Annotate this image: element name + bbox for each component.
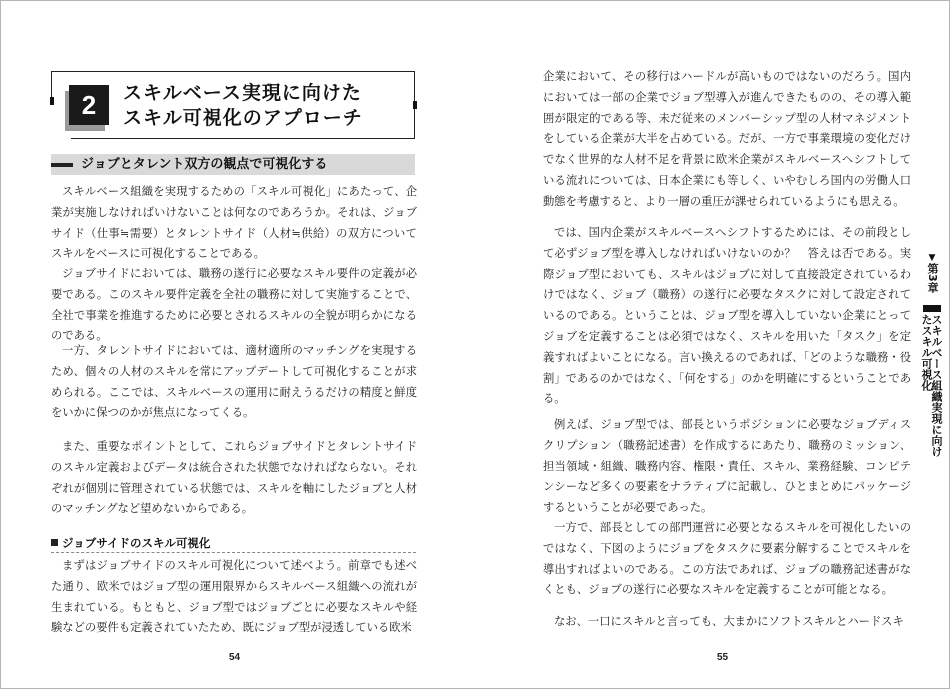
page-number-right: 55 <box>717 652 729 663</box>
body-paragraph: なお、一口にスキルと言っても、大まかにソフトスキルとハードスキ <box>554 615 904 628</box>
right-page <box>476 1 950 690</box>
body-paragraph: 一方、タレントサイドにおいては、適材適所のマッチングを実現するため、個々の人材のスキルを常にアップデートして可視化することが求められる。ここでは、スキルベースの運用に耐えうるだけの精度と鮮度をいかに保つのかが焦点になってくる。 <box>51 344 417 420</box>
body-paragraph: まずはジョブサイドのスキル可視化について述べよう。前章でも述べた通り、欧米ではジョブ型の運用限界からスキルベース組織への流れが生まれている。もともと、ジョブ型ではジョブごとに必要なスキルや経験などの要件も定義されていたため、既にジョブ型が浸透している欧米 <box>51 559 417 635</box>
chapter-tab <box>920 253 943 464</box>
header-frame-bottom <box>71 138 415 139</box>
body-paragraph: また、重要なポイントとして、これらジョブサイドとタレントサイドのスキル定義およびデータは統合された状態でなければならない。それぞれが個別に管理されている状態では、スキルを軸にしたジョブと人材のマッチングなど望めないからである。 <box>51 440 417 516</box>
chapter-label: 第3章 <box>926 263 939 293</box>
minor-heading-rule <box>51 552 416 554</box>
chapter-tab-block <box>923 305 941 312</box>
subheading-marker <box>51 163 73 167</box>
section-number: 2 <box>69 85 109 125</box>
chapter-marker-icon: ▼ <box>928 253 936 263</box>
section-title-line2: スキル可視化のアプローチ <box>123 107 363 129</box>
section-header <box>51 71 415 139</box>
header-corner-mark <box>413 101 417 109</box>
page-number-left: 54 <box>229 652 241 663</box>
minor-heading-text: ジョブサイドのスキル可視化 <box>62 536 211 550</box>
subheading-bar <box>51 154 415 175</box>
chapter-title: スキルベース組織実現に向けたスキル可視化 <box>920 314 943 457</box>
body-paragraph: 例えば、ジョブ型では、部長というポジションに必要なジョブディスクリプション（職務記述書）を作成するにあたり、職務のミッション、担当領域・組織、職務内容、権限・責任、スキル、業務経験、コンピテンシーなど多くの要素をナラティブに記載し、ひとまとめにパッケージするということが必要であった。 <box>543 418 911 515</box>
left-page <box>1 1 476 690</box>
body-paragraph: では、国内企業がスキルベースへシフトするためには、その前段として必ずジョブ型を導入しなければいけないのか？ 答えは否である。実際ジョブ型においても、スキルはジョブに対して直接設定されているわけではなく、ジョブ（職務）の遂行に必要なタスクに対して設定されているのである。ということは、ジョブ型を導入していない企業にとってジョブを定義することは必須ではなく、スキルを用いた「タスク」を定義すればよいことになる。言い換えるのであれば、「どのような職務・役割」であるのかではなく、「何をする」のかを明確にするということである。 <box>543 226 911 406</box>
section-title-line1: スキルベース実現に向けた <box>123 82 362 104</box>
body-paragraph: ジョブサイドにおいては、職務の遂行に必要なスキル要件の定義が必要である。このスキル要件定義を全社の職務に対して実施することで、全社で事業を推進するために必要とされるスキルの全貌が明らかになるのである。 <box>51 267 417 343</box>
subheading-text: ジョブとタレント双方の観点で可視化する <box>81 157 328 172</box>
minor-heading <box>51 534 210 552</box>
body-paragraph: 一方で、部長としての部門運営に必要となるスキルを可視化したいのではなく、下図のようにジョブをタスクに要素分解することでスキルを導出すればよいのである。この方法であれば、ジョブの職務記述書がなくとも、ジョブの遂行に必要なスキルを定義することが可能となる。 <box>543 521 911 597</box>
body-paragraph: 企業において、その移行はハードルが高いものではないのだろう。国内においては一部の企業でジョブ型導入が進んできたものの、その導入範囲が限定的である等、未だ従来のメンバーシップ型の人材マネジメントをしている企業が大半を占めている。だが、一方で事業環境の変化だけでなく世界的な人材不足を背景に欧米企業がスキルベースへシフトしている流れについては、日本企業にも等しく、いやむしろ国内の労働人口動態を考慮すると、より一層の重圧が課せられているようにも思える。 <box>543 70 911 208</box>
square-bullet-icon <box>51 539 58 546</box>
header-frame-top <box>51 71 415 72</box>
header-corner-mark <box>50 97 54 105</box>
section-title <box>123 81 408 131</box>
body-paragraph: スキルベース組織を実現するための「スキル可視化」にあたって、企業が実施しなければいけないことは何なのであろうか。それは、ジョブサイド（仕事≒需要）とタレントサイド（人材≒供給）の双方についてスキルをベースに可視化することである。 <box>51 185 417 261</box>
